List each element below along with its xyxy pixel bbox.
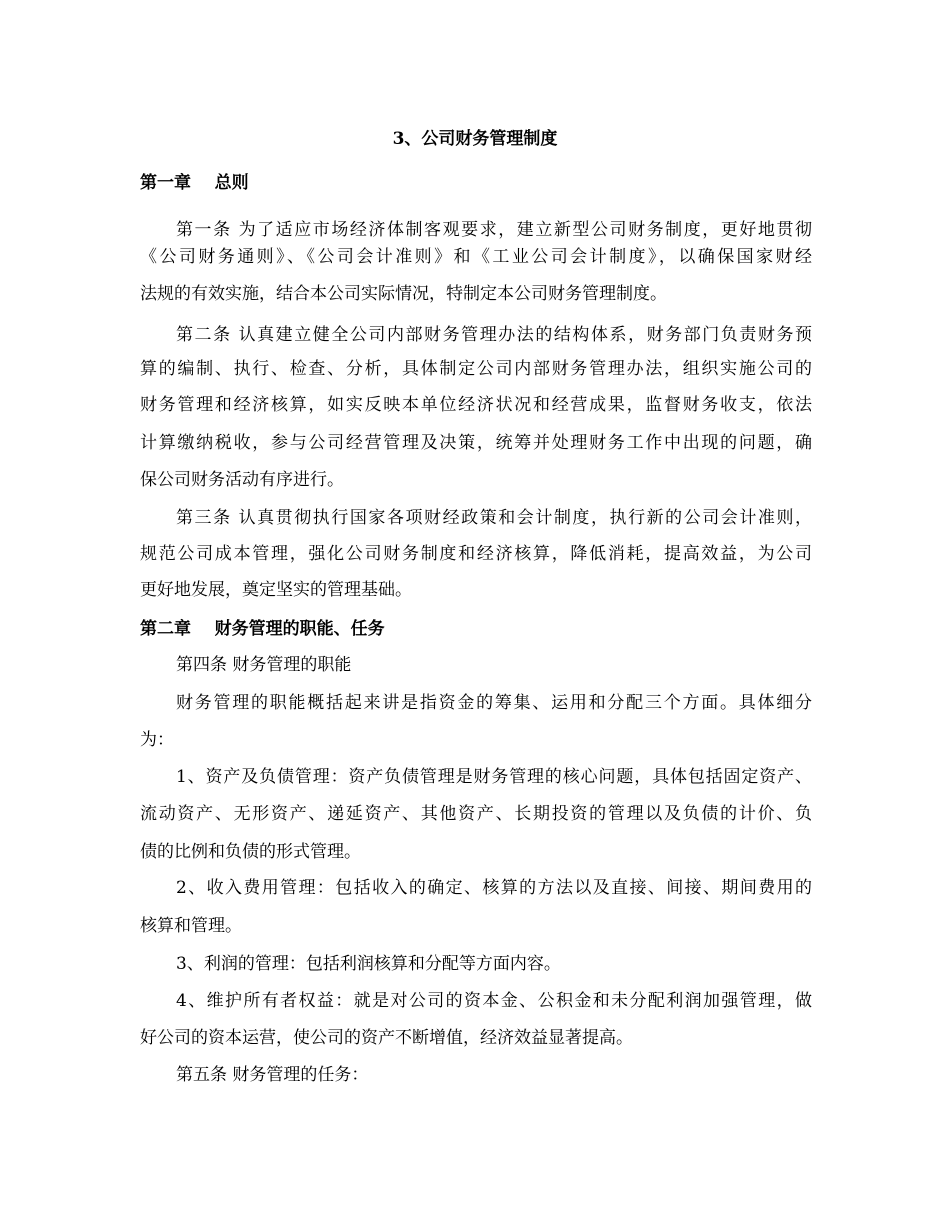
article-line: 更好地发展，奠定坚实的管理基础。: [140, 580, 412, 600]
article-line: 好公司的资本运营，使公司的资产不断增值，经济效益显著提高。: [140, 1028, 633, 1048]
article-line: 计算缴纳税收，参与公司经营管理及决策，统筹并处理财务工作中出现的问题，确: [140, 433, 812, 453]
article-line: 3、利润的管理：包括利润核算和分配等方面内容。: [176, 954, 561, 974]
article-line: 保公司财务活动有序进行。: [140, 470, 344, 490]
article-line: 第二条 认真建立健全公司内部财务管理办法的结构体系，财务部门负责财务预: [176, 325, 812, 345]
article-line: 规范公司成本管理，强化公司财务制度和经济核算，降低消耗，提高效益，为公司: [140, 544, 812, 564]
article-line: 第四条 财务管理的职能: [176, 655, 352, 675]
article-line: 1、资产及负债管理：资产负债管理是财务管理的核心问题，具体包括固定资产、: [176, 767, 812, 787]
article-line: 财务管理的职能概括起来讲是指资金的筹集、运用和分配三个方面。具体细分: [176, 693, 812, 713]
article-line: 财务管理和经济核算，如实反映本单位经济状况和经营成果，监督财务收支，依法: [140, 395, 812, 415]
article-line: 2、收入费用管理：包括收入的确定、核算的方法以及直接、间接、期间费用的: [176, 878, 812, 898]
article-line: 第三条 认真贯彻执行国家各项财经政策和会计制度，执行新的公司会计准则，: [176, 508, 812, 528]
article-line: 法规的有效实施，结合本公司实际情况，特制定本公司财务管理制度。: [140, 284, 667, 304]
article-line: 《公司财务通则》、《公司会计准则》和《工业公司会计制度》，以确保国家财经: [140, 247, 812, 267]
article-line: 第一条 为了适应市场经济体制客观要求，建立新型公司财务制度，更好地贯彻: [176, 220, 812, 240]
article-line: 4、维护所有者权益：就是对公司的资本金、公积金和未分配利润加强管理，做: [176, 991, 812, 1011]
article-line: 核算和管理。: [140, 916, 242, 936]
chapter-heading: 第二章 财务管理的职能、任务: [140, 619, 385, 639]
document-title: 3、公司财务管理制度: [392, 129, 558, 149]
article-line: 第五条 财务管理的任务：: [176, 1065, 369, 1085]
article-line: 流动资产、无形资产、递延资产、其他资产、长期投资的管理以及负债的计价、负: [140, 804, 812, 824]
chapter-heading: 第一章 总则: [140, 173, 249, 193]
article-line: 算的编制、执行、检查、分析，具体制定公司内部财务管理办法，组织实施公司的: [140, 359, 812, 379]
article-line: 债的比例和负债的形式管理。: [140, 842, 361, 862]
article-line: 为：: [140, 730, 174, 750]
